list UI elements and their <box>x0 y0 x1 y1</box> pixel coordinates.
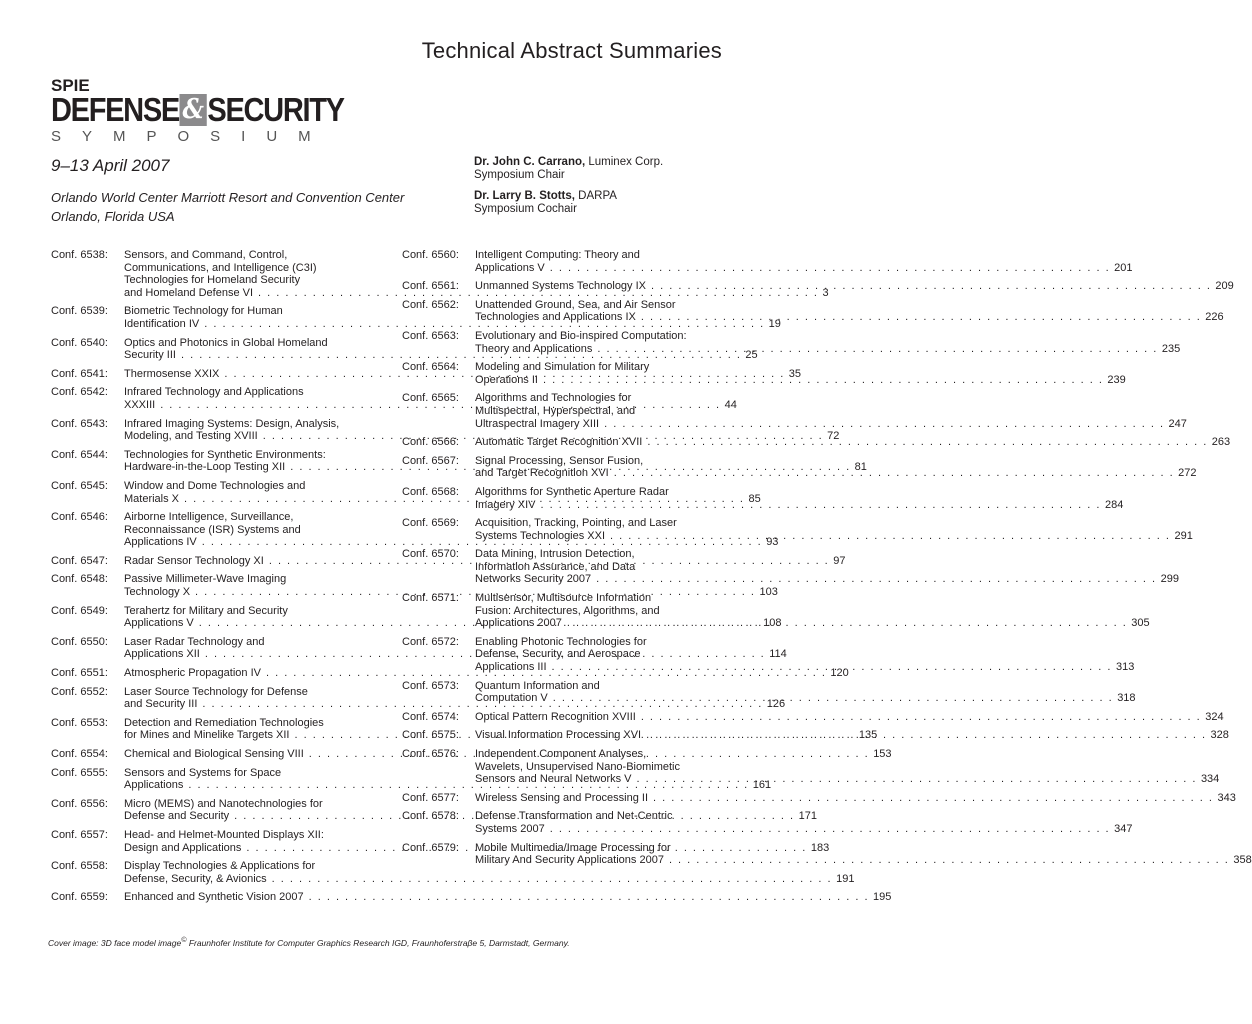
title-line: Thermosense XXIX <box>124 367 220 380</box>
title-last-line <box>475 617 1150 630</box>
title-last-line <box>475 418 1187 431</box>
title-line: Applications XII <box>124 648 200 661</box>
conference-title <box>475 592 1150 630</box>
conference-number: Conf. 6561: <box>402 280 459 293</box>
conference-number: Conf. 6550: <box>51 635 108 648</box>
dot-leader <box>545 823 1110 836</box>
dot-leader <box>636 311 1201 324</box>
title-line: Wavelets, Unsupervised Nano-Biomimetic <box>475 760 680 773</box>
title-last-line <box>475 729 1229 742</box>
page-number: 226 <box>1205 311 1224 324</box>
conference-entry <box>402 280 1234 293</box>
title-line: Hardware-in-the-Loop Testing XII <box>124 461 286 474</box>
conference-entry <box>402 710 1224 724</box>
conference-title <box>475 748 1219 786</box>
conference-number: Conf. 6576: <box>402 748 459 760</box>
title-line: Display Technologies & Applications for <box>124 860 316 873</box>
chair-entry <box>474 190 663 216</box>
title-line: Wireless Sensing and Processing II <box>475 791 649 804</box>
page-number: 126 <box>766 698 786 711</box>
logo-ampersand: & <box>180 94 207 126</box>
conference-number: Conf. 6564: <box>402 361 459 374</box>
title-last-line <box>475 436 1230 449</box>
logo-defense: DEFENSE <box>51 91 179 128</box>
dot-leader <box>642 436 1207 449</box>
conference-number: Conf. 6543: <box>51 417 108 430</box>
title-line: Multispectral, Hyperspectral, and <box>475 404 636 417</box>
page-number: 239 <box>1107 373 1126 386</box>
conference-number: Conf. 6558: <box>51 860 108 873</box>
page-number: 161 <box>752 779 772 792</box>
title-line: Infrared Technology and Applications <box>124 386 304 399</box>
title-line: for Mines and Minelike Targets XII <box>124 729 290 742</box>
page-number: 334 <box>1200 773 1220 786</box>
title-line: Infrared Imaging Systems: Design, Analysis, <box>124 417 340 430</box>
title-line: Optics and Photonics in Global Homeland <box>124 336 328 349</box>
page-number: 195 <box>873 891 892 904</box>
title-line: Reconnaissance (ISR) Systems and <box>124 523 301 536</box>
credit-text-after: Fraunhofer Institute for Computer Graphics Research IGD, Fraunhoferstraβe 5, Darmstadt, Germany. <box>186 937 570 948</box>
title-line: Applications V <box>124 617 194 630</box>
title-line: Technologies and Applications IX <box>475 311 636 324</box>
title-line: Networks Security 2007 <box>475 573 592 586</box>
conference-number: Conf. 6538: <box>51 249 108 261</box>
dot-leader <box>632 773 1197 786</box>
conference-title <box>475 842 1252 867</box>
page-number: 103 <box>759 586 778 599</box>
cover-image-credit <box>48 936 570 948</box>
title-line: Algorithms for Synthetic Aperture Radar <box>475 485 669 498</box>
title-line: Quantum Information and <box>475 679 600 692</box>
page-number: 35 <box>788 367 802 380</box>
title-last-line <box>475 262 1133 275</box>
title-line: Signal Processing, Sensor Fusion, <box>475 454 644 467</box>
conference-entry <box>402 791 1236 805</box>
conference-title <box>475 548 1179 586</box>
dot-leader <box>304 891 869 904</box>
page-number: 305 <box>1131 617 1150 630</box>
logo-spie: SPIE <box>51 76 90 95</box>
title-line: Window and Dome Technologies and <box>124 479 306 492</box>
page-number: 299 <box>1160 573 1179 586</box>
conference-entry <box>402 517 1193 542</box>
title-last-line <box>475 573 1179 586</box>
title-line: Intelligent Computing: Theory and <box>475 249 640 261</box>
conference-number: Conf. 6552: <box>51 685 108 698</box>
conference-title <box>475 455 1197 480</box>
conference-title <box>475 729 1229 742</box>
title-last-line <box>475 692 1136 705</box>
conference-entry <box>402 329 1181 355</box>
chair-role: Symposium Cochair <box>474 203 577 215</box>
title-line: Head- and Helmet-Mounted Displays XII: <box>124 828 324 841</box>
chair-name: Dr. Larry B. Stotts, <box>474 190 575 202</box>
title-line: Visual Information Processing XVI <box>475 729 642 742</box>
conference-number: Conf. 6575: <box>402 729 459 742</box>
title-line: Technologies for Homeland Security <box>124 274 301 287</box>
conference-number: Conf. 6553: <box>51 716 108 729</box>
title-line: Defense, Security, and Aerospace <box>475 648 641 661</box>
conference-number: Conf. 6544: <box>51 448 108 461</box>
credit-copyright: © <box>181 936 187 944</box>
dot-leader <box>267 873 832 886</box>
title-line: Applications V <box>475 261 545 274</box>
conference-title <box>475 299 1224 324</box>
title-last-line <box>475 530 1193 543</box>
page-number: 313 <box>1115 661 1135 674</box>
conference-title <box>475 436 1230 449</box>
conference-number: Conf. 6548: <box>51 573 108 586</box>
event-venue-line2: Orlando, Florida USA <box>51 209 175 224</box>
conference-number: Conf. 6570: <box>402 548 459 561</box>
title-last-line <box>475 374 1126 387</box>
conference-number: Conf. 6571: <box>402 592 459 605</box>
title-last-line <box>475 280 1234 293</box>
title-last-line <box>475 661 1134 674</box>
dot-leader <box>536 499 1101 512</box>
conference-title <box>475 486 1123 511</box>
conference-title <box>475 711 1224 724</box>
conference-entry <box>51 891 892 904</box>
page-title: Technical Abstract Summaries <box>421 38 722 63</box>
conference-title <box>475 249 1133 274</box>
logo-symposium: SYMPOSIUM <box>51 128 332 145</box>
conference-number: Conf. 6569: <box>402 517 459 530</box>
conference-number: Conf. 6565: <box>402 392 459 405</box>
page-number: 235 <box>1161 342 1181 355</box>
title-line: Laser Source Technology for Defense <box>124 685 308 698</box>
page-number: 171 <box>798 810 817 823</box>
title-line: Airborne Intelligence, Surveillance, <box>124 511 294 524</box>
page-number: 19 <box>768 317 781 330</box>
title-line: Chemical and Biological Sensing VIII <box>124 748 304 760</box>
title-line: Modeling and Simulation for Military <box>475 361 650 374</box>
conference-number: Conf. 6577: <box>402 791 459 804</box>
title-last-line <box>124 873 854 886</box>
conference-title <box>475 810 1132 835</box>
dot-leader <box>646 280 1211 293</box>
conference-title <box>475 280 1234 293</box>
page-number: 358 <box>1233 854 1252 867</box>
title-line: Defense Transformation and Net-Centric <box>475 810 673 823</box>
conference-number: Conf. 6574: <box>402 710 459 723</box>
title-line: Unattended Ground, Sea, and Air Sensor <box>475 298 676 311</box>
dot-leader <box>641 729 1206 742</box>
page-number: 263 <box>1211 436 1231 449</box>
conference-number: Conf. 6567: <box>402 454 459 467</box>
title-line: Theory and Applications <box>475 342 593 355</box>
title-line: Materials X <box>124 492 180 505</box>
page-number: 343 <box>1217 791 1236 804</box>
title-line: Defense and Security <box>124 810 230 823</box>
conference-number: Conf. 6540: <box>51 336 108 349</box>
title-last-line <box>475 343 1180 356</box>
page-number: 209 <box>1215 280 1234 293</box>
page-number: 93 <box>766 536 779 549</box>
page-number: 291 <box>1174 529 1193 542</box>
conference-title <box>475 330 1180 355</box>
title-line: Technologies for Synthetic Environments: <box>124 448 326 461</box>
chair-name: Dr. John C. Carrano, <box>474 156 586 168</box>
title-line: Applications III <box>475 661 547 674</box>
logo-security: SECURITY <box>207 91 344 128</box>
title-line: Sensors and Neural Networks V <box>475 773 632 786</box>
conference-number: Conf. 6557: <box>51 828 108 841</box>
title-line: Enhanced and Synthetic Vision 2007 <box>124 891 304 904</box>
page-number: 191 <box>836 872 855 885</box>
title-line: Applications IV <box>124 536 197 549</box>
title-line: Optical Pattern Recognition XVIII <box>475 710 636 723</box>
title-line: Terahertz for Military and Security <box>124 604 288 617</box>
conference-number: Conf. 6547: <box>51 554 108 567</box>
chair-role: Symposium Chair <box>474 169 565 181</box>
title-line: Operations II <box>475 373 538 386</box>
title-last-line <box>475 773 1219 786</box>
conference-title <box>475 361 1126 386</box>
title-line: Fusion: Architectures, Algorithms, and <box>475 604 660 617</box>
event-venue-line1: Orlando World Center Marriott Resort and Convention Center <box>51 190 405 205</box>
conference-title <box>475 392 1187 430</box>
conference-number: Conf. 6554: <box>51 748 108 760</box>
title-line: Radar Sensor Technology XI <box>124 554 264 567</box>
page-number: 328 <box>1210 729 1229 742</box>
title-line: Identification IV <box>124 317 200 330</box>
title-line: Design and Applications <box>124 841 242 854</box>
title-line: Micro (MEMS) and Nanotechnologies for <box>124 797 323 810</box>
conference-number: Conf. 6579: <box>402 841 459 854</box>
conference-number: Conf. 6578: <box>402 810 459 823</box>
page-number: 284 <box>1104 498 1124 511</box>
title-line: Military And Security Applications 2007 <box>475 854 664 867</box>
page-number: 81 <box>854 461 867 474</box>
title-line: Systems 2007 <box>475 822 545 835</box>
title-line: Laser Radar Technology and <box>124 635 265 648</box>
conference-number: Conf. 6546: <box>51 511 108 524</box>
page-number: 72 <box>827 430 840 443</box>
conference-number: Conf. 6551: <box>51 667 108 680</box>
conference-number: Conf. 6549: <box>51 604 108 617</box>
conference-title <box>475 792 1236 805</box>
dot-leader <box>548 692 1113 705</box>
dot-leader <box>605 530 1170 543</box>
conference-number: Conf. 6573: <box>402 679 459 692</box>
title-line: Enabling Photonic Technologies for <box>475 635 647 648</box>
title-line: Independent Component Analyses, <box>475 748 647 760</box>
title-line: Modeling, and Testing XVIII <box>124 430 258 443</box>
title-line: Multisensor, Multisource Information <box>475 592 652 605</box>
title-last-line <box>124 891 891 904</box>
page-number: 247 <box>1168 417 1187 430</box>
page-number: 347 <box>1114 822 1133 835</box>
title-line: Acquisition, Tracking, Pointing, and Laser <box>475 517 677 530</box>
event-dates: 9–13 April 2007 <box>51 156 170 175</box>
conference-entry <box>402 249 1133 274</box>
title-line: Biometric Technology for Human <box>124 305 283 318</box>
title-last-line <box>475 854 1252 867</box>
conference-number: Conf. 6539: <box>51 305 108 318</box>
conference-number: Conf. 6559: <box>51 891 108 904</box>
title-line: Computation V <box>475 692 548 705</box>
conference-number: Conf. 6556: <box>51 797 108 810</box>
page-number: 201 <box>1114 261 1133 274</box>
title-last-line <box>475 711 1224 724</box>
title-line: and Security III <box>124 698 198 711</box>
title-last-line <box>475 467 1197 480</box>
title-line: Imagery XIV <box>475 498 536 511</box>
page-number: 135 <box>858 729 878 742</box>
title-last-line <box>475 823 1132 836</box>
title-line: Algorithms and Technologies for <box>475 392 632 405</box>
dot-leader <box>592 343 1157 356</box>
conference-number: Conf. 6566: <box>402 436 459 449</box>
page-number: 318 <box>1117 692 1136 705</box>
page-number: 97 <box>833 554 846 567</box>
conference-number: Conf. 6545: <box>51 479 108 492</box>
conference-number: Conf. 6555: <box>51 766 108 779</box>
title-line: Sensors, and Command, Control, <box>124 249 288 261</box>
dot-leader <box>636 711 1201 724</box>
dot-leader <box>545 262 1110 275</box>
conference-number: Conf. 6560: <box>402 249 459 261</box>
credit-text-before: Cover image: 3D face model image <box>48 937 182 948</box>
dot-leader <box>547 661 1112 674</box>
title-line: and Target Recognition XVI <box>475 467 609 480</box>
title-line: and Homeland Defense VI <box>124 286 254 299</box>
title-line: Communications, and Intelligence (C3I) <box>124 261 317 274</box>
conference-title <box>475 636 1134 674</box>
page-number: 85 <box>748 492 761 505</box>
chair-affiliation: DARPA <box>574 190 617 202</box>
title-line: Unmanned Systems Technology IX <box>475 280 646 293</box>
title-line: Technology X <box>124 586 191 599</box>
symposium-logo <box>51 76 344 145</box>
conference-number: Conf. 6572: <box>402 635 459 648</box>
page-number: 44 <box>724 398 737 411</box>
conference-number: Conf. 6563: <box>402 329 459 342</box>
title-line: Evolutionary and Bio-inspired Computation: <box>475 329 687 342</box>
title-line: Passive Millimeter-Wave Imaging <box>124 573 287 586</box>
dot-leader <box>648 792 1213 805</box>
conference-title <box>475 680 1136 705</box>
title-line: XXXIII <box>124 398 156 411</box>
title-line: Automatic Target Recognition XVII <box>475 436 643 449</box>
title-line: Data Mining, Intrusion Detection, <box>475 548 635 561</box>
title-line: Systems Technologies XXI <box>475 529 606 542</box>
page-number: 183 <box>810 841 830 854</box>
dot-leader <box>538 374 1103 387</box>
title-line: Mobile Multimedia/Image Processing for <box>475 841 671 854</box>
conference-title <box>124 891 891 904</box>
chairs-block <box>474 156 663 224</box>
page-number: 324 <box>1205 710 1224 723</box>
title-line: Atmospheric Propagation IV <box>124 667 261 680</box>
title-line: Ultraspectral Imagery XIII <box>475 417 600 430</box>
page-number: 272 <box>1178 467 1197 480</box>
dot-leader <box>599 418 1164 431</box>
conference-number: Conf. 6542: <box>51 386 108 399</box>
title-line: Defense, Security, & Avionics <box>124 872 267 885</box>
title-line: Sensors and Systems for Space <box>124 766 282 779</box>
dot-leader <box>664 854 1229 867</box>
title-line: Applications 2007 <box>475 617 562 630</box>
title-last-line <box>475 311 1224 324</box>
page-number: 25 <box>745 349 758 362</box>
page-number: 114 <box>769 648 787 661</box>
title-line: Information Assurance, and Data <box>475 560 636 573</box>
conference-title <box>475 517 1193 542</box>
conference-number: Conf. 6568: <box>402 485 459 498</box>
conference-number: Conf. 6541: <box>51 367 108 380</box>
page-number: 108 <box>763 617 782 630</box>
conference-number: Conf. 6562: <box>402 298 459 311</box>
event-info <box>51 156 404 226</box>
chair-affiliation: Luminex Corp. <box>585 156 664 168</box>
chair-entry <box>474 156 663 182</box>
page-number: 153 <box>873 748 892 760</box>
dot-leader <box>609 467 1174 480</box>
title-line: Detection and Remediation Technologies <box>124 716 324 729</box>
title-line: Applications <box>124 779 184 792</box>
logo-wordmark <box>51 91 344 128</box>
dot-leader <box>562 617 1127 630</box>
page-number: 3 <box>822 286 829 299</box>
page-number: 120 <box>830 667 849 680</box>
title-line: Security III <box>124 349 176 362</box>
title-last-line <box>475 792 1236 805</box>
dot-leader <box>591 573 1156 586</box>
title-last-line <box>475 499 1123 512</box>
